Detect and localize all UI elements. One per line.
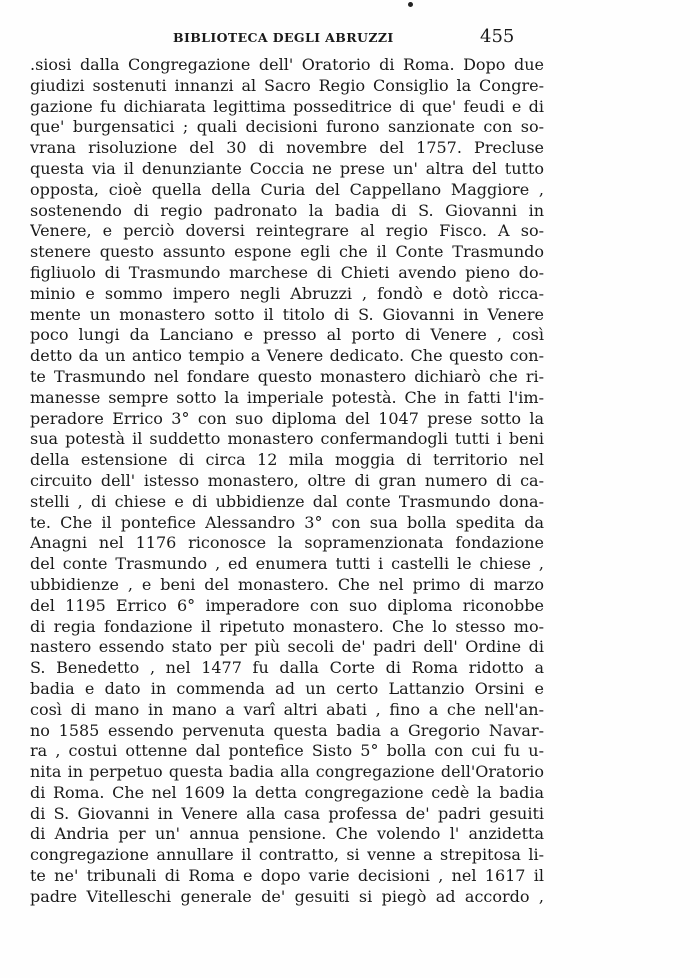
text-line: Anagni nel 1176 riconosce la sopramenzionata fondazione (30, 533, 544, 553)
text-line: manesse sempre sotto la imperiale potestà. Che in fatti l'im- (30, 387, 544, 407)
text-line: gazione fu dichiarata legittima posseditrice di que' feudi e di (30, 96, 544, 116)
running-head: BIBLIOTECA DEGLI ABRUZZI (173, 30, 394, 45)
text-line: poco lungi da Lanciano e presso al porto di Venere , così (30, 325, 544, 345)
text-line: mente un monastero sotto il titolo di S. Giovanni in Venere (30, 304, 544, 324)
text-line: questa via il denunziante Coccia ne prese un' altra del tutto (30, 158, 544, 178)
text-line: stelli , di chiese e di ubbidienze dal conte Trasmundo dona- (30, 491, 544, 511)
text-line: nastero essendo stato per più secoli de' padri dell' Ordine di (30, 637, 544, 657)
text-line: padre Vitelleschi generale de' gesuiti si piegò ad accordo , (30, 886, 544, 906)
text-line: figliuolo di Trasmundo marchese di Chieti avendo pieno do- (30, 262, 544, 282)
text-line: que' burgensatici ; quali decisioni furono sanzionate con so- (30, 117, 544, 137)
text-line: detto da un antico tempio a Venere dedicato. Che questo con- (30, 346, 544, 366)
text-line: no 1585 essendo pervenuta questa badia a Gregorio Navar- (30, 720, 544, 740)
text-line: ubbidienze , e beni del monastero. Che nel primo di marzo (30, 574, 544, 594)
text-line: .siosi dalla Congregazione dell' Oratorio di Roma. Dopo due (30, 55, 544, 74)
text-line: opposta, cioè quella della Curia del Cappellano Maggiore , (30, 179, 544, 199)
text-line: te. Che il pontefice Alessandro 3° con sua bolla spedita da (30, 512, 544, 532)
text-line: sostenendo di regio padronato la badia di S. Giovanni in (30, 200, 544, 220)
text-line: congregazione annullare il contratto, si venne a strepitosa li- (30, 845, 544, 865)
body-text (30, 55, 544, 908)
text-line: così di mano in mano a varî altri abati , fino a che nell'an- (30, 699, 544, 719)
text-line: stenere questo assunto espone egli che il Conte Trasmundo (30, 242, 544, 262)
text-line: della estensione di circa 12 mila moggia di territorio nel (30, 450, 544, 470)
text-line: te Trasmundo nel fondare questo monastero dichiarò che ri- (30, 366, 544, 386)
text-line: del conte Trasmundo , ed enumera tutti i castelli le chiese , (30, 554, 544, 574)
text-line: te ne' tribunali di Roma e dopo varie decisioni , nel 1617 il (30, 866, 544, 886)
text-line: S. Benedetto , nel 1477 fu dalla Corte di Roma ridotto a (30, 658, 544, 678)
text-line: di Andria per un' annua pensione. Che volendo l' anzidetta (30, 824, 544, 844)
text-line: nita in perpetuo questa badia alla congregazione dell'Oratorio (30, 762, 544, 782)
text-line: di Roma. Che nel 1609 la detta congregazione cedè la badia (30, 782, 544, 802)
text-line: ra , costui ottenne dal pontefice Sisto 5° bolla con cui fu u- (30, 741, 544, 761)
text-line: vrana risoluzione del 30 di novembre del 1757. Precluse (30, 138, 544, 158)
text-line: peradore Errico 3° con suo diploma del 1047 prese sotto la (30, 408, 544, 428)
text-line: giudizi sostenuti innanzi al Sacro Regio Consiglio la Congre- (30, 75, 544, 95)
text-line: di S. Giovanni in Venere alla casa professa de' padri gesuiti (30, 803, 544, 823)
text-line: circuito dell' istesso monastero, oltre di gran numero di ca- (30, 470, 544, 490)
text-line: del 1195 Errico 6° imperadore con suo diploma riconobbe (30, 595, 544, 615)
text-line: badia e dato in commenda ad un certo Lattanzio Orsini e (30, 678, 544, 698)
text-line: Venere, e perciò doversi reintegrare al regio Fisco. A so- (30, 221, 544, 241)
text-line: minio e sommo impero negli Abruzzi , fondò e dotò ricca- (30, 283, 544, 303)
ink-speck (408, 2, 413, 7)
text-line: di regia fondazione il ripetuto monastero. Che lo stesso mo- (30, 616, 544, 636)
page-number: 455 (480, 26, 515, 47)
text-line: sua potestà il suddetto monastero confermandogli tutti i beni (30, 429, 544, 449)
